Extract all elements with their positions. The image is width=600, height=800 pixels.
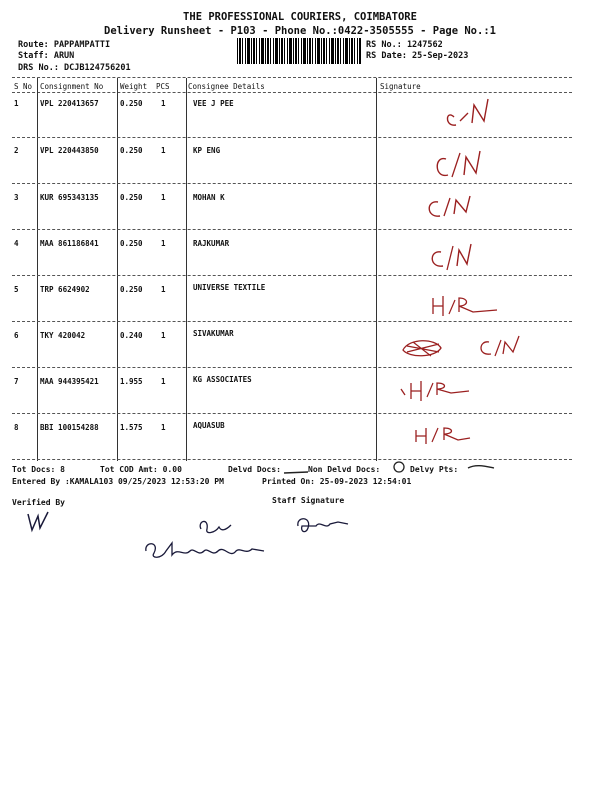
delivery-points-label: Delvy Pts:	[410, 465, 459, 474]
pen-zero-mark	[390, 460, 412, 474]
table-bottom-rule	[12, 459, 572, 460]
row-sno: 8	[14, 423, 19, 432]
row-weight: 0.250	[120, 146, 143, 155]
row-pcs: 1	[161, 285, 166, 294]
row-separator	[12, 229, 572, 230]
handwritten-signature-4	[425, 240, 485, 276]
row-consignment: VPL 220413657	[40, 99, 99, 108]
total-cod-amount: Tot COD Amt: 0.00	[100, 465, 182, 474]
staff-signature-label: Staff Signature	[272, 496, 345, 505]
column-divider	[186, 78, 187, 461]
col-header-consignment: Consignment No	[40, 82, 104, 91]
row-consignment: KUR 695343135	[40, 193, 99, 202]
row-sno: 5	[14, 285, 19, 294]
col-header-consignee: Consignee Details	[188, 82, 265, 91]
row-pcs: 1	[161, 331, 166, 340]
row-sno: 4	[14, 239, 19, 248]
rs-date: RS Date: 25-Sep-2023	[366, 51, 469, 61]
row-weight: 0.250	[120, 193, 143, 202]
handwritten-signature-7	[395, 375, 475, 405]
delivered-docs-label: Delvd Docs:	[228, 465, 281, 474]
row-consignment: MAA 861186841	[40, 239, 99, 248]
row-consignment: TKY 420042	[40, 331, 86, 340]
row-sno: 6	[14, 331, 19, 340]
verifier-initial-signature	[24, 508, 52, 534]
route-label: Route: PAPPAMPATTI	[18, 40, 111, 50]
row-separator	[12, 137, 572, 138]
pen-dash-mark	[466, 462, 496, 472]
drs-number: DRS No.: DCJB124756201	[18, 63, 131, 73]
row-weight: 0.240	[120, 331, 143, 340]
row-pcs: 1	[161, 146, 166, 155]
row-pcs: 1	[161, 377, 166, 386]
verified-by-label: Verified By	[12, 498, 65, 507]
row-consignee: RAJKUMAR	[193, 239, 230, 248]
handwritten-signature-5	[425, 290, 505, 320]
column-divider	[117, 78, 118, 461]
row-weight: 0.250	[120, 239, 143, 248]
staff-label: Staff: ARUN	[18, 51, 75, 61]
runsheet-subtitle: Delivery Runsheet - P103 - Phone No.:0422-3505555 - Page No.:1	[104, 25, 496, 37]
row-consignment: VPL 220443850	[40, 146, 99, 155]
row-pcs: 1	[161, 193, 166, 202]
total-docs: Tot Docs: 8	[12, 465, 65, 474]
company-title: THE PROFESSIONAL COURIERS, COIMBATORE	[183, 11, 417, 23]
col-header-weight: Weight	[120, 82, 148, 91]
row-separator	[12, 321, 572, 322]
row-consignment: MAA 944395421	[40, 377, 99, 386]
row-consignee: SIVAKUMAR	[193, 329, 234, 338]
row-sno: 3	[14, 193, 19, 202]
non-delivered-docs-label: Non Delvd Docs:	[308, 465, 381, 474]
row-weight: 1.575	[120, 423, 143, 432]
handwritten-signature-8	[410, 420, 480, 448]
staff-signature-mark	[292, 512, 352, 536]
col-header-sno: S No	[14, 82, 33, 91]
row-consignee: MOHAN K	[193, 193, 225, 202]
table-header-rule	[12, 92, 572, 93]
initial-signature	[195, 515, 235, 537]
col-header-pcs: PCS	[156, 82, 170, 91]
row-consignee: AQUASUB	[193, 421, 225, 430]
pen-dash-mark	[282, 468, 310, 476]
row-weight: 0.250	[120, 285, 143, 294]
row-weight: 1.955	[120, 377, 143, 386]
table-top-rule	[12, 77, 572, 78]
col-header-signature: Signature	[380, 82, 421, 91]
row-consignee: VEE J PEE	[193, 99, 234, 108]
rs-number: RS No.: 1247562	[366, 40, 443, 50]
row-consignment: TRP 6624902	[40, 285, 90, 294]
verifier-full-signature	[140, 535, 270, 565]
row-weight: 0.250	[120, 99, 143, 108]
row-separator	[12, 367, 572, 368]
barcode	[237, 38, 361, 64]
handwritten-signature-1	[440, 95, 500, 131]
row-separator	[12, 275, 572, 276]
row-sno: 1	[14, 99, 19, 108]
row-consignee: KG ASSOCIATES	[193, 375, 252, 384]
handwritten-signature-6	[395, 332, 525, 366]
row-sno: 7	[14, 377, 19, 386]
row-pcs: 1	[161, 423, 166, 432]
column-divider	[37, 78, 38, 461]
row-pcs: 1	[161, 99, 166, 108]
row-separator	[12, 413, 572, 414]
row-pcs: 1	[161, 239, 166, 248]
handwritten-signature-3	[422, 188, 482, 224]
row-consignment: BBI 100154288	[40, 423, 99, 432]
printed-on: Printed On: 25-09-2023 12:54:01	[262, 477, 412, 486]
entered-by: Entered By :KAMALA103 09/25/2023 12:53:20 PM	[12, 477, 224, 486]
row-consignee: UNIVERSE TEXTILE	[193, 283, 266, 292]
row-sno: 2	[14, 146, 19, 155]
row-consignee: KP ENG	[193, 146, 221, 155]
column-divider	[376, 78, 377, 461]
handwritten-signature-2	[430, 145, 490, 185]
